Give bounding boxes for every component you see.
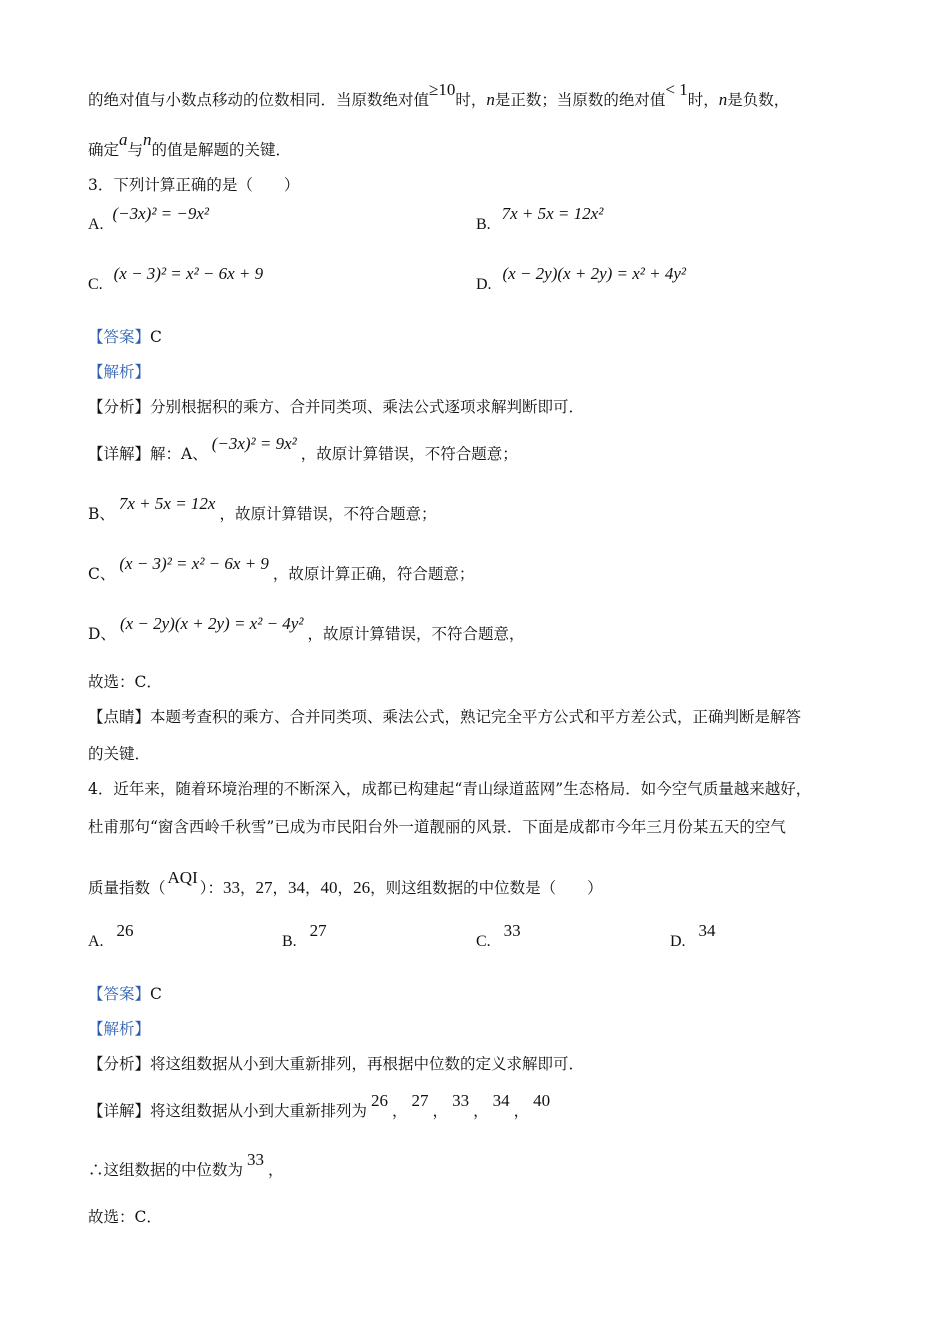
q3-detail-a bbox=[88, 434, 518, 464]
q4-answer bbox=[88, 984, 162, 1004]
detail-text: C、 bbox=[88, 565, 116, 583]
q3-choose: 故选：C． bbox=[88, 673, 162, 691]
lt-1-expr: < 1 bbox=[665, 80, 688, 99]
n-variable: n bbox=[143, 130, 152, 149]
q4-option-b bbox=[282, 921, 327, 951]
sorted-value: 27 bbox=[411, 1091, 429, 1110]
q3-dianjing-1 bbox=[88, 707, 801, 727]
answer-tag: 【答案】 bbox=[88, 985, 151, 1003]
q3-answer bbox=[88, 327, 162, 347]
stem-text: ，则这组数据的中位数是（ ） bbox=[370, 879, 603, 897]
top-note-text: 的绝对值与小数点移动的位数相同．当原数绝对值 bbox=[88, 91, 430, 109]
q4-option-a bbox=[88, 921, 134, 951]
sorted-value: 34 bbox=[492, 1091, 510, 1110]
median-value: 33 bbox=[247, 1150, 265, 1169]
answer-value: C bbox=[150, 985, 162, 1003]
top-note-text: 是正数；当原数的绝对值 bbox=[494, 91, 666, 109]
q3-option-b bbox=[476, 204, 604, 234]
option-value: 33 bbox=[503, 921, 521, 940]
option-expr: (x − 3)² = x² − 6x + 9 bbox=[113, 264, 264, 283]
detail-text: ，故原计算正确，符合题意； bbox=[272, 565, 475, 583]
detail-expr: 7x + 5x = 12x bbox=[118, 494, 216, 513]
option-value: 27 bbox=[309, 921, 327, 940]
option-expr: 7x + 5x = 12x² bbox=[501, 204, 604, 223]
q3-detail-b bbox=[88, 494, 437, 524]
detail-text: 将这组数据从小到大重新排列为 bbox=[150, 1102, 368, 1120]
option-expr: (−3x)² = −9x² bbox=[112, 204, 210, 223]
fenxi-text: 分别根据积的乘方、合并同类项、乘法公式逐项求解判断即可． bbox=[150, 398, 585, 416]
median-text: ∴这组数据的中位数为 bbox=[88, 1161, 244, 1179]
fenxi-tag: 【分析】 bbox=[88, 1055, 151, 1073]
n-variable: n bbox=[718, 90, 728, 109]
q3-analysis-tag bbox=[88, 362, 150, 382]
data-value: 33 bbox=[223, 878, 240, 897]
option-expr: (x − 2y)(x + 2y) = x² + 4y² bbox=[502, 264, 686, 283]
q4-stem-3: 质量指数（AQI）：33，27，34，40，26，则这组数据的中位数是（ ） bbox=[88, 868, 603, 897]
top-note-line-1 bbox=[88, 80, 790, 110]
top-note-text: 确定 bbox=[88, 141, 120, 159]
detail-expr: (−3x)² = 9x² bbox=[211, 434, 297, 453]
answer-value: C bbox=[150, 328, 162, 346]
q3-detail-d bbox=[88, 614, 525, 644]
q3-option-c bbox=[88, 264, 264, 294]
aqi-label: AQI bbox=[167, 868, 198, 887]
top-note-text: 时， bbox=[455, 91, 487, 109]
ge-10-expr: ≥10 bbox=[429, 80, 456, 99]
option-label: D. bbox=[476, 276, 492, 293]
q3-fenxi bbox=[88, 397, 584, 417]
detail-text: D、 bbox=[88, 625, 116, 643]
stem-text: 质量指数（ bbox=[88, 879, 166, 897]
fenxi-tag: 【分析】 bbox=[88, 398, 151, 416]
top-note-text: 的值是解题的关键． bbox=[151, 141, 292, 159]
sorted-value: 26 bbox=[371, 1091, 389, 1110]
median-text: ， bbox=[268, 1161, 284, 1179]
a-variable: a bbox=[119, 130, 128, 149]
option-label: B. bbox=[282, 933, 297, 950]
data-value: 26 bbox=[353, 878, 371, 897]
q4-stem-1: 4．近年来，随着环境治理的不断深入，成都已构建起“青山绿道蓝网”生态格局．如今空气质量越来越好， bbox=[88, 780, 812, 798]
data-value: 34 bbox=[288, 878, 306, 897]
fenxi-text: 将这组数据从小到大重新排列，再根据中位数的定义求解即可． bbox=[150, 1055, 585, 1073]
stem-text: ）： bbox=[199, 879, 223, 897]
q3-option-d bbox=[476, 264, 686, 294]
option-label: B. bbox=[476, 216, 491, 233]
n-variable: n bbox=[486, 90, 495, 109]
detail-tag: 【详解】 bbox=[88, 1102, 151, 1120]
q4-stem-2: 杜甫那句“窗含西岭千秋雪”已成为市民阳台外一道靓丽的风景．下面是成都市今年三月份某五天的空气 bbox=[88, 818, 786, 836]
option-label: C. bbox=[476, 933, 491, 950]
q3-option-a bbox=[88, 204, 210, 234]
detail-expr: (x − 3)² = x² − 6x + 9 bbox=[119, 554, 269, 573]
q4-choose: 故选：C． bbox=[88, 1208, 162, 1226]
data-value: 40 bbox=[320, 878, 338, 897]
data-value: 27 bbox=[255, 878, 273, 897]
option-value: 26 bbox=[116, 921, 134, 940]
option-label: A. bbox=[88, 216, 104, 233]
q3-detail-c bbox=[88, 554, 475, 584]
analysis-tag: 【解析】 bbox=[88, 363, 151, 381]
q4-fenxi bbox=[88, 1054, 584, 1074]
top-note-text: 与 bbox=[127, 141, 144, 159]
q4-option-c bbox=[476, 921, 521, 951]
q4-option-d bbox=[670, 921, 716, 951]
detail-text: ，故原计算错误，不符合题意； bbox=[219, 505, 437, 523]
option-value: 34 bbox=[698, 921, 716, 940]
detail-text: B、 bbox=[88, 505, 115, 523]
top-note-line-2 bbox=[88, 130, 292, 160]
answer-tag: 【答案】 bbox=[88, 328, 151, 346]
q3-dianjing-2: 的关键． bbox=[88, 745, 151, 763]
q4-analysis-tag bbox=[88, 1019, 150, 1039]
option-label: C. bbox=[88, 276, 103, 293]
sorted-value: 40 bbox=[533, 1091, 551, 1110]
detail-text: ，故原计算错误，不符合题意， bbox=[307, 625, 525, 643]
dianjing-text: 本题考查积的乘方、合并同类项、乘法公式，熟记完全平方公式和平方差公式，正确判断是解答 bbox=[150, 708, 802, 726]
detail-expr: (x − 2y)(x + 2y) = x² − 4y² bbox=[119, 614, 304, 633]
top-note-text: 是负数， bbox=[727, 91, 790, 109]
sorted-value: 33 bbox=[452, 1091, 470, 1110]
q4-median bbox=[88, 1150, 284, 1180]
detail-text: ，故原计算错误，不符合题意； bbox=[300, 445, 518, 463]
q4-detail: 【详解】将这组数据从小到大重新排列为26，27，33，34，40 bbox=[88, 1091, 551, 1120]
option-label: A. bbox=[88, 933, 104, 950]
q3-stem: 3．下列计算正确的是（ ） bbox=[88, 176, 300, 194]
option-label: D. bbox=[670, 933, 686, 950]
detail-text: 解：A、 bbox=[150, 445, 208, 463]
detail-tag: 【详解】 bbox=[88, 445, 151, 463]
analysis-tag: 【解析】 bbox=[88, 1020, 151, 1038]
top-note-text: 时， bbox=[687, 91, 719, 109]
dianjing-tag: 【点睛】 bbox=[88, 708, 151, 726]
